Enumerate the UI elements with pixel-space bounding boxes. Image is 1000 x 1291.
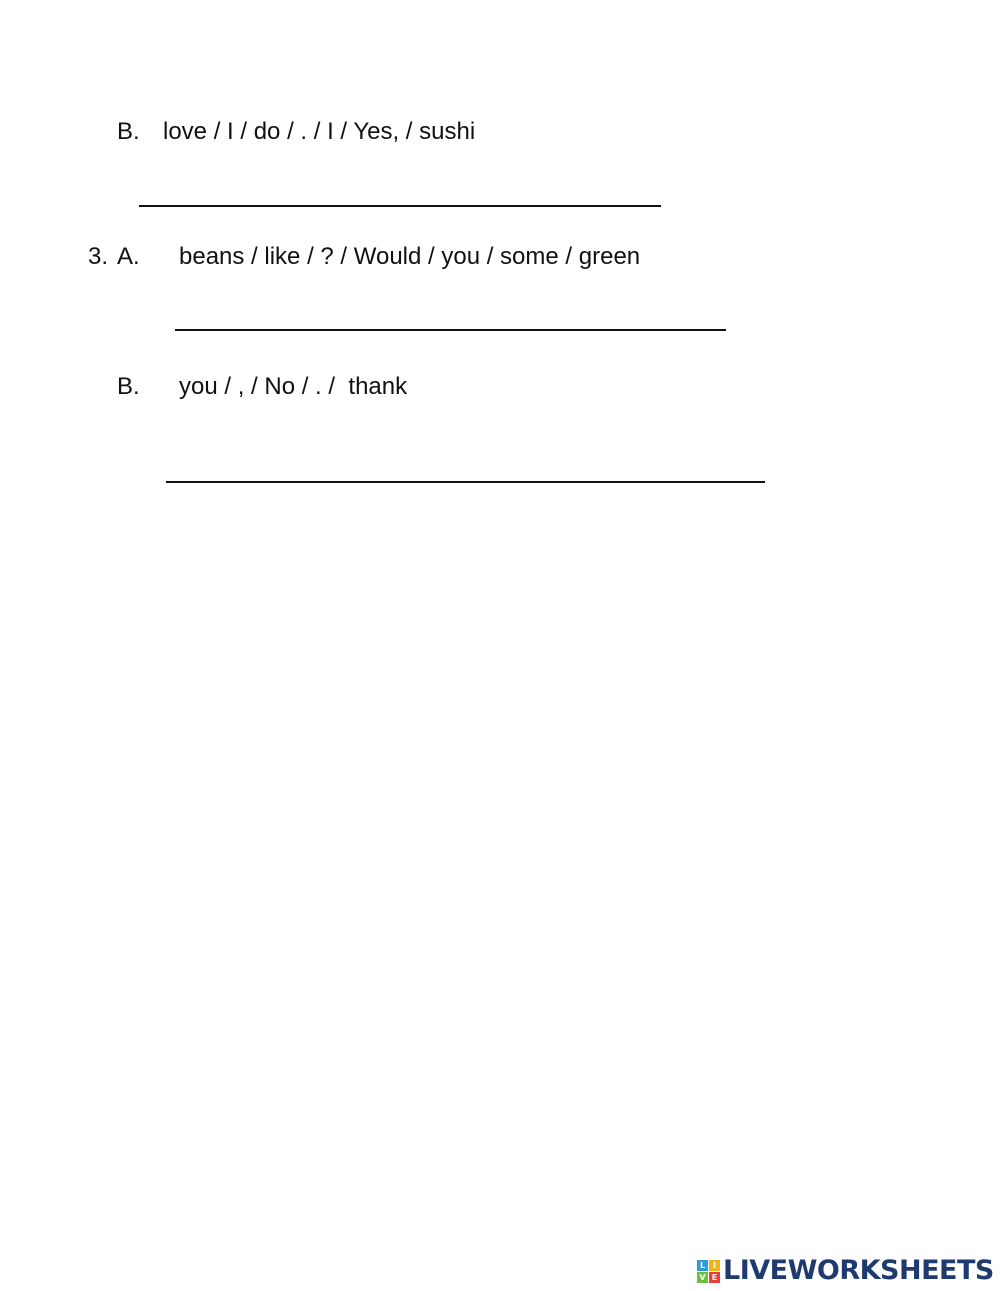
item-row (0, 243, 1000, 271)
item-row (0, 373, 1000, 401)
logo-block-i: I (709, 1260, 720, 1271)
logo-block-v: V (697, 1272, 708, 1283)
scrambled-words: you / , / No / . / thank (179, 373, 408, 400)
logo-block-e: E (709, 1272, 720, 1283)
scrambled-words: love / I / do / . / I / Yes, / sushi (163, 118, 476, 145)
item-row (0, 118, 1000, 146)
logo-blocks-icon (697, 1260, 720, 1283)
item-number: 3. (88, 243, 109, 270)
answer-blank[interactable] (175, 329, 726, 331)
answer-blank[interactable] (166, 481, 765, 483)
answer-blank[interactable] (139, 205, 661, 207)
item-letter: A. (117, 243, 140, 270)
item-letter: B. (117, 373, 140, 400)
logo-wordmark: LIVEWORKSHEETS (723, 1255, 994, 1286)
item-letter: B. (117, 118, 140, 145)
scrambled-words: beans / like / ? / Would / you / some / green (179, 243, 641, 270)
liveworksheets-logo (697, 1255, 994, 1287)
logo-block-l: L (697, 1260, 708, 1271)
